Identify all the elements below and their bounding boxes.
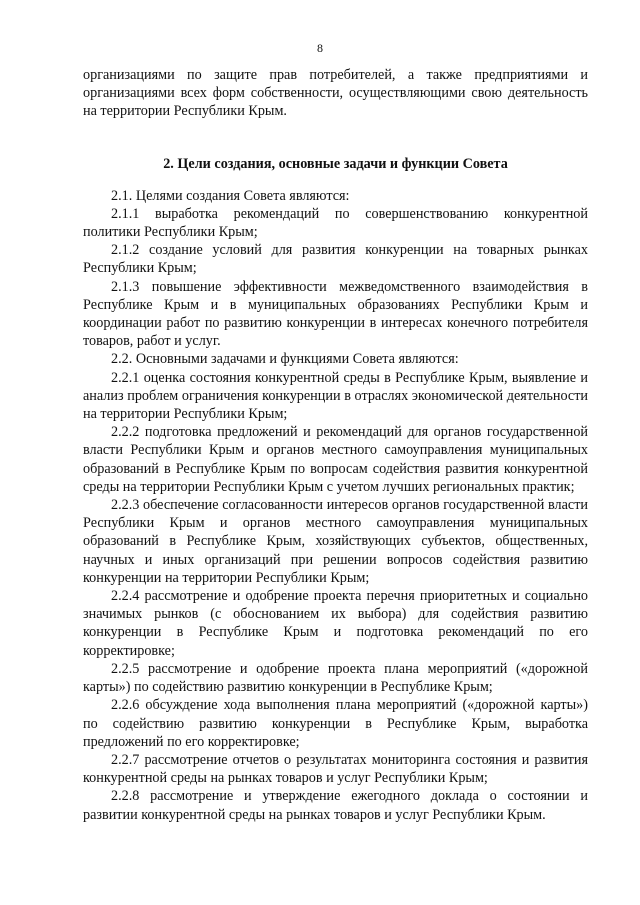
clause-2-2: 2.2. Основными задачами и функциями Совета являются:: [111, 351, 459, 368]
page-content: [83, 66, 588, 824]
clause-2-1-3: 2.1.3 повышение эффективности межведомственного взаимодействия в Республике Крым и в муниципальных образованиях Республики Крым и координации работ по развитию конкуренции в интересах конечного потребителя товаров, работ и услуг.: [83, 278, 588, 350]
clause-2-2-1: 2.2.1 оценка состояния конкурентной среды в Республике Крым, выявление и анализ проблем ограничения конкуренции в отраслях экономической деятельности на территории Республики Крым;: [83, 369, 588, 423]
clause-2-1: 2.1. Целями создания Совета являются:: [111, 187, 350, 204]
section-heading: 2. Цели создания, основные задачи и функции Совета: [163, 155, 508, 172]
clause-2-2-7: 2.2.7 рассмотрение отчетов о результатах мониторинга состояния и развития конкурентной среды на рынках товаров и услуг Республики Крым;: [83, 751, 588, 787]
clause-2-2-3: 2.2.3 обеспечение согласованности интересов органов государственной власти Республики Крым и органов местного самоуправления муниципальных образований в Республике Крым, хозяйствующих субъектов, общественных, научных и иных организаций при решении вопросов содействия развитию конкуренции на территории Республики Крым;: [83, 497, 588, 586]
clause-2-2-4: 2.2.4 рассмотрение и одобрение проекта перечня приоритетных и социально значимых рынков (с обоснованием их выбора) для содействия развитию конкуренции в Республике Крым и подготовка рекомендаций по его корректировке;: [83, 588, 588, 659]
intro-paragraph: организациями по защите прав потребителей, а также предприятиями и организациями всех форм собственности, осуществляющими свою деятельность на территории Республики Крым.: [83, 67, 588, 120]
clause-2-1-2: 2.1.2 создание условий для развития конкуренции на товарных рынках Республики Крым;: [83, 242, 588, 277]
clause-2-2-5: 2.2.5 рассмотрение и одобрение проекта плана мероприятий («дорожной карты») по содействию развитию конкуренции в Республике Крым;: [83, 660, 588, 696]
clause-2-1-1: 2.1.1 выработка рекомендаций по совершенствованию конкурентной политики Республики Крым;: [83, 205, 588, 241]
clause-2-2-8: 2.2.8 рассмотрение и утверждение ежегодного доклада о состоянии и развитии конкурентной среды на рынках товаров и услуг Республики Крым.: [83, 788, 588, 823]
page-number: 8: [317, 41, 323, 55]
clause-2-2-6: 2.2.6 обсуждение хода выполнения плана мероприятий («дорожной карты») по содействию развитию конкуренции в Республике Крым, выработка предложений по его корректировке;: [83, 697, 588, 750]
clause-2-2-2: 2.2.2 подготовка предложений и рекомендаций для органов государственной власти Республики Крым и органов местного самоуправления муниципальных образований в Республике Крым по вопросам содействия развития конкурентной среды на территории Республики Крым с учетом лучших региональных практик;: [83, 424, 588, 495]
